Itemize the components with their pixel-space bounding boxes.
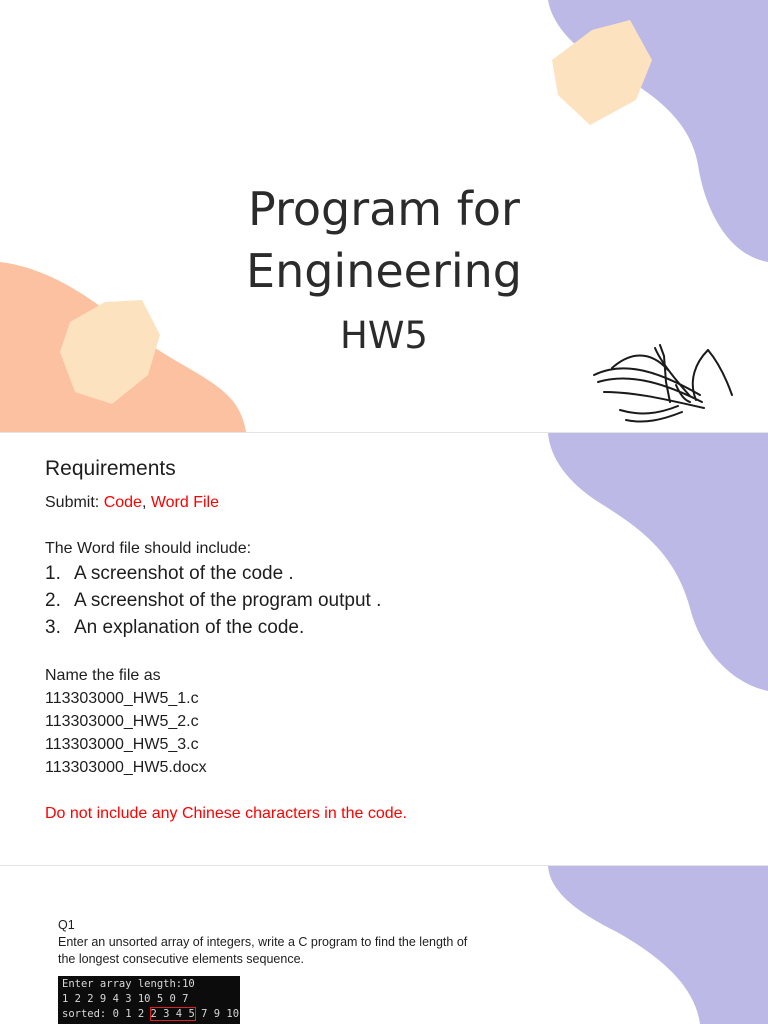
file-name: 113303000_HW5.docx xyxy=(45,759,207,776)
requirements-slide xyxy=(0,433,768,865)
submit-item-code: Code xyxy=(103,494,142,511)
console-line: 1 2 2 9 4 3 10 5 0 7 xyxy=(62,993,189,1005)
submit-item-word-file: Word File xyxy=(150,494,219,511)
lavender-blob-right xyxy=(548,433,768,691)
file-name: 113303000_HW5_2.c xyxy=(45,713,199,730)
console-line: Enter array length:10 xyxy=(62,978,195,990)
file-name: 113303000_HW5_1.c xyxy=(45,690,199,707)
list-item: 2. A screenshot of the program output . xyxy=(45,590,382,611)
slide-subtitle: HW5 xyxy=(340,314,428,357)
requirements-heading: Requirements xyxy=(45,457,176,480)
slide-title: Program for Engineering xyxy=(246,182,522,298)
name-intro: Name the file as xyxy=(45,667,161,684)
submit-line xyxy=(45,494,219,512)
question-label: Q1 xyxy=(58,918,75,932)
console-line: sorted: 0 1 2 2 3 4 5 7 9 10 xyxy=(62,1008,240,1020)
word-intro: The Word file should include: xyxy=(45,540,252,557)
title-slide xyxy=(0,0,768,432)
submit-separator: , xyxy=(141,494,151,511)
question-slide xyxy=(0,866,768,1024)
list-item: 3. An explanation of the code. xyxy=(45,617,305,638)
console-screenshot xyxy=(58,976,240,1024)
file-name: 113303000_HW5_3.c xyxy=(45,736,199,753)
question-text-line1: Enter an unsorted array of integers, write a C program to find the length of xyxy=(58,935,468,949)
warning-text: Do not include any Chinese characters in the code. xyxy=(45,805,407,822)
lavender-blob-right xyxy=(548,866,768,1024)
submit-label: Submit: xyxy=(45,494,104,511)
question-text-line2: the longest consecutive elements sequence. xyxy=(58,952,304,966)
highlighted-sequence: 2 3 4 5 xyxy=(150,1008,195,1020)
list-item: 1. A screenshot of the code . xyxy=(45,563,294,584)
